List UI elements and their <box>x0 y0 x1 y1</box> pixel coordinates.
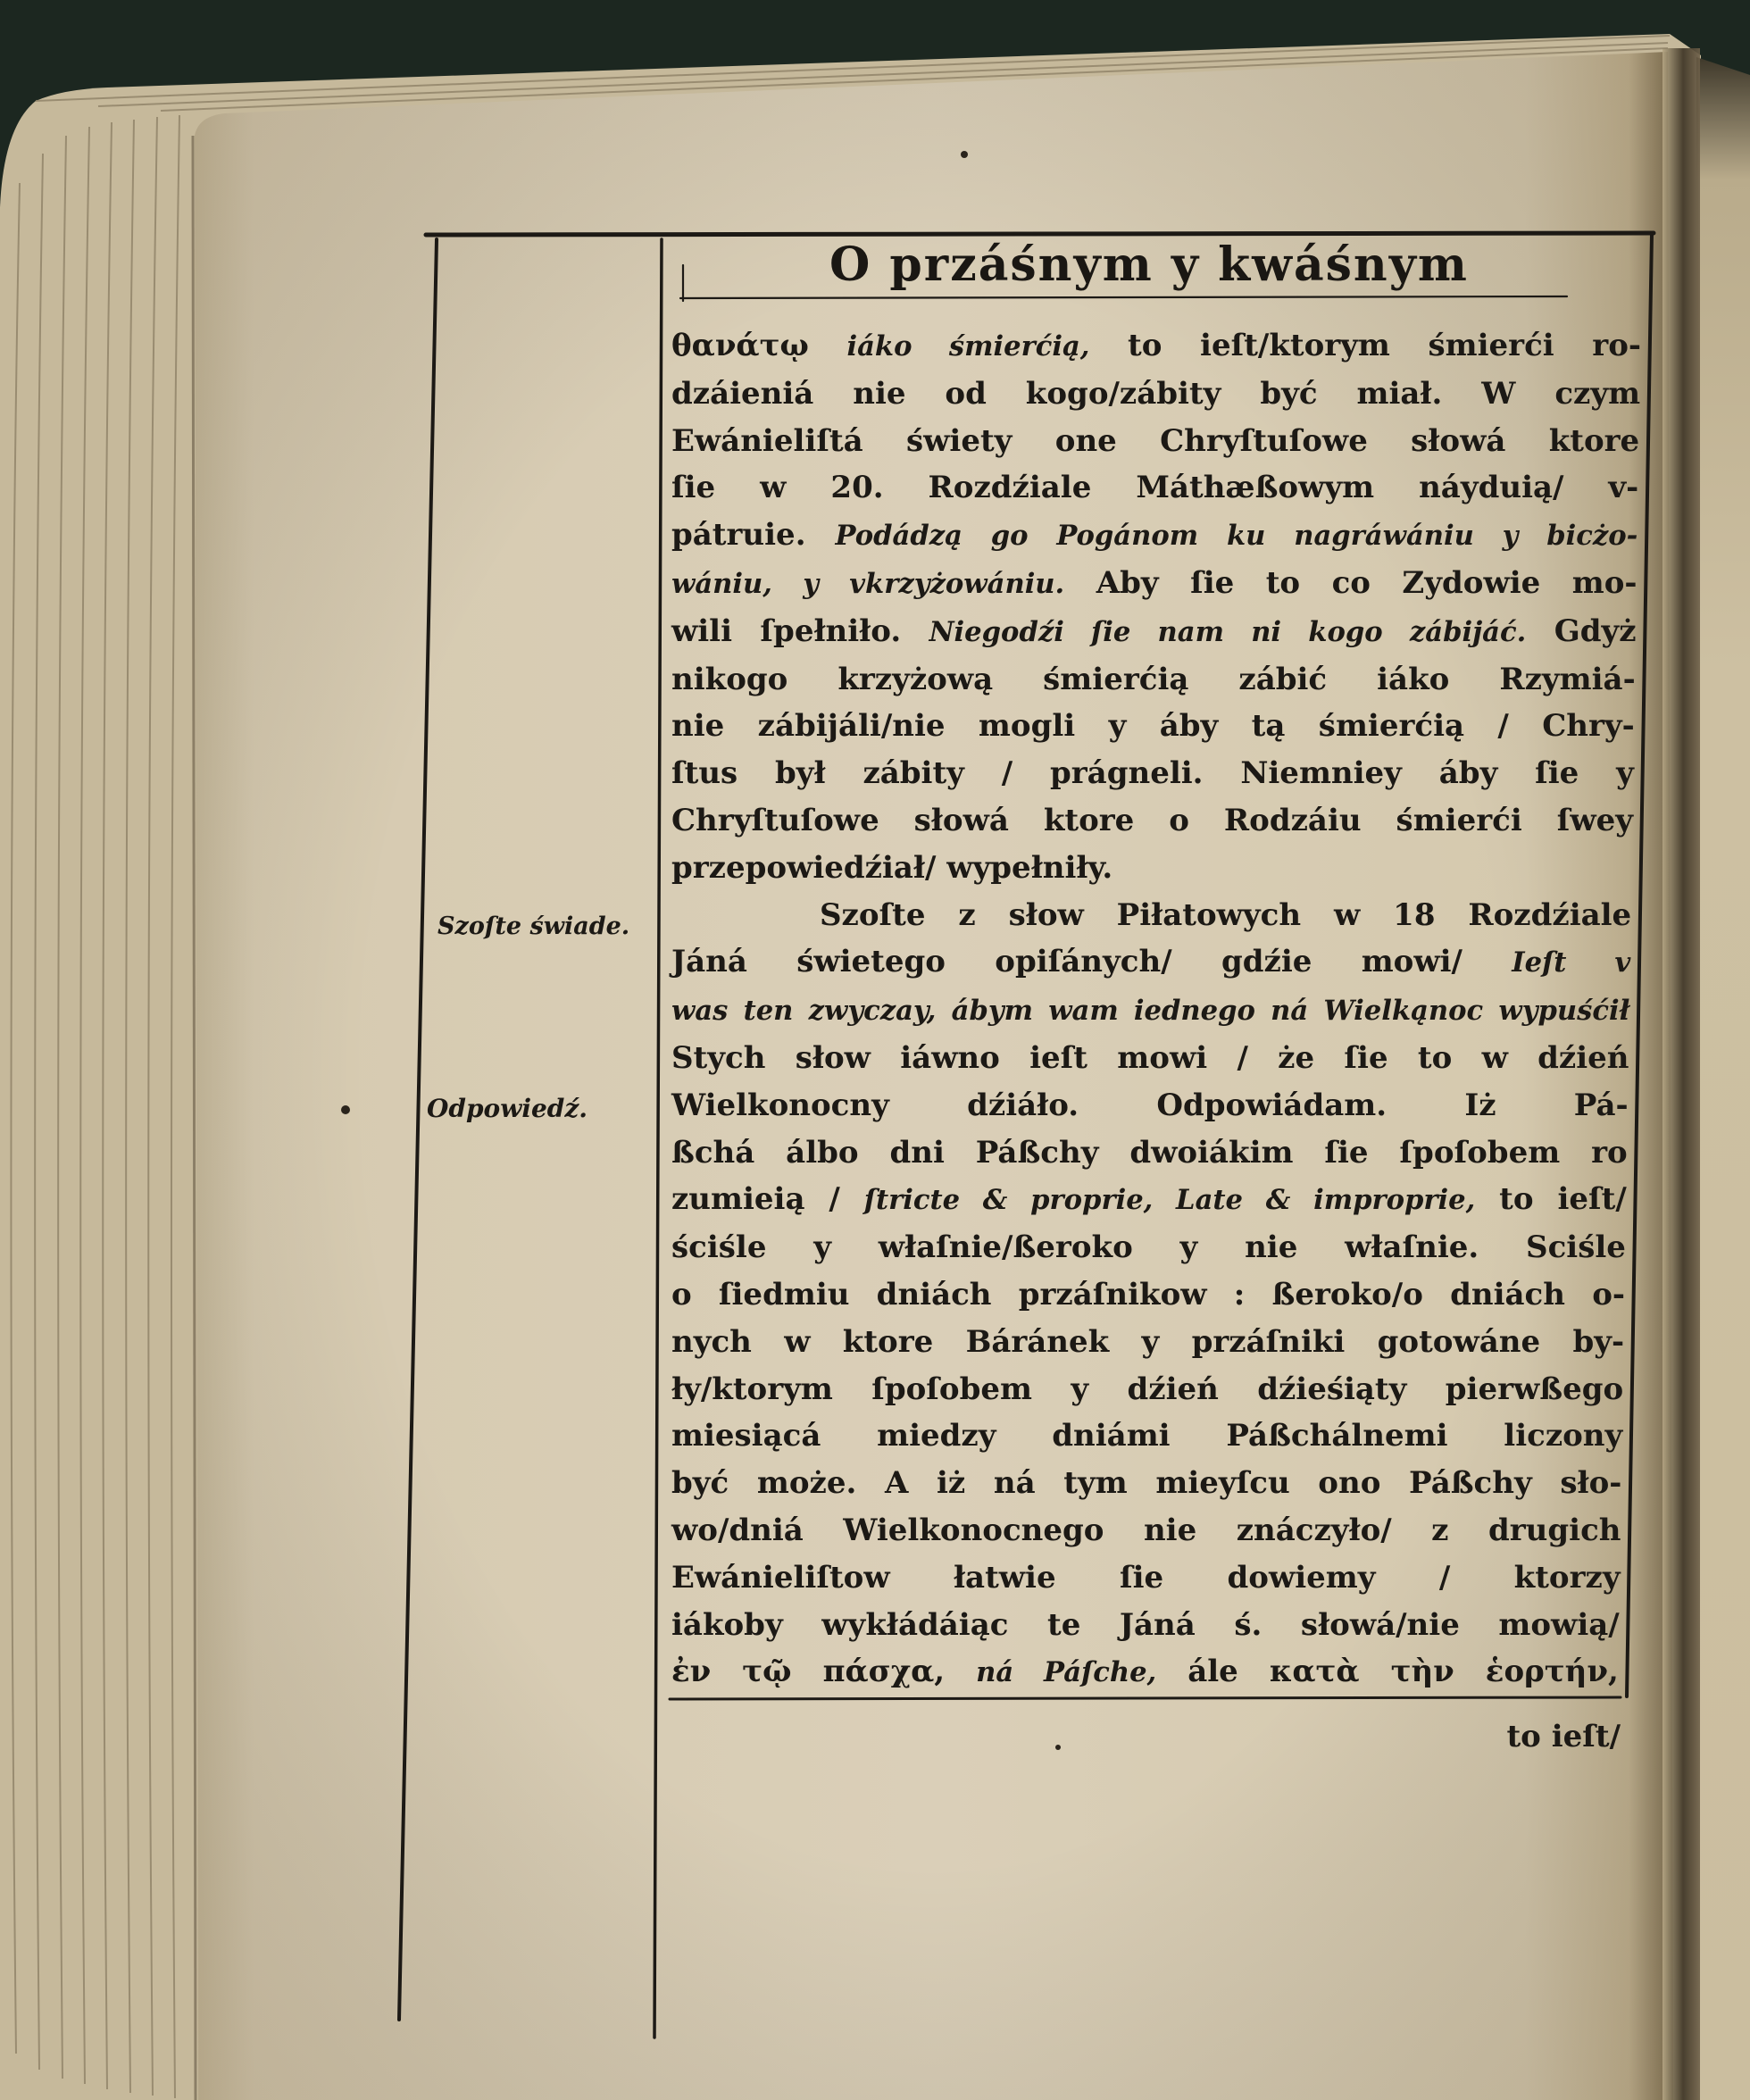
text-segment: ściśle y właſnie/ßeroko y nie właſnie. Sciśle <box>671 1229 1626 1266</box>
text-line <box>671 1602 1620 1649</box>
text-segment: ná Páſche, <box>976 1656 1157 1689</box>
text-line <box>671 512 1638 560</box>
text-segment: nych w ktore Báránek y przáſniki gotowáne by- <box>671 1323 1625 1360</box>
facing-page-edge <box>1696 57 1750 2100</box>
text-segment: Stych słow iáwno ieſt mowi / że ſie to w dźień <box>671 1039 1629 1076</box>
catchword: to ieſt/ <box>1506 1719 1621 1754</box>
text-line <box>671 418 1639 465</box>
text-line <box>671 1224 1626 1271</box>
text-segment: iákoby wykłádáiąc te Jáná ś. słowá/nie mowią/ <box>671 1606 1620 1643</box>
text-line <box>671 1366 1623 1413</box>
text-line <box>671 560 1638 608</box>
text-segment: nikogo krzyżową śmierćią zábić iáko Rzymiá- <box>671 661 1636 697</box>
text-segment: ſtus był zábity / prágneli. Niemniey áby ſie y <box>671 755 1634 792</box>
text-segment: Ewánieliſtow łatwie ſie dowiemy / ktorzy <box>671 1559 1621 1596</box>
text-segment: iáko śmierćią, <box>846 330 1090 362</box>
text-line <box>671 987 1629 1035</box>
text-segment: ále κατὰ τὴν ἑορτήν, <box>1156 1654 1619 1690</box>
text-segment: o ſiedmiu dniách przáſnikow : ßeroko/o dniách o- <box>671 1276 1625 1312</box>
text-line <box>671 1648 1619 1696</box>
text-line <box>671 464 1638 512</box>
text-line <box>671 656 1636 704</box>
text-segment: nie zábijáli/nie mogli y áby tą śmierćią / Chry- <box>671 708 1635 745</box>
text-line <box>671 750 1634 797</box>
text-segment: miesiącá miedzy dniámi Páßchálnemi liczony <box>671 1418 1623 1454</box>
text-segment: Wielkonocny dźiáło. Odpowiádam. Iż Pá- <box>671 1087 1629 1123</box>
text-segment: pátruie. <box>671 517 836 554</box>
text-line <box>671 703 1635 750</box>
margin-note-answer: Odpowiedź. <box>427 1094 588 1123</box>
main-text-block <box>671 322 1641 1696</box>
text-segment: Aby ſie to co Zydowie mo- <box>1064 564 1638 601</box>
text-segment: przepowiedźiał/ wypełniły. <box>671 849 1113 886</box>
text-segment: Szoſte z słow Piłatowych w 18 Rozdźiale <box>820 896 1632 933</box>
text-segment: ἐν τῷ πάσχα, <box>671 1654 977 1690</box>
text-line <box>671 1554 1621 1602</box>
text-segment: Gdyż <box>1526 612 1637 649</box>
text-line <box>671 1319 1624 1366</box>
top-rule <box>426 233 1654 235</box>
text-line <box>671 1412 1622 1460</box>
text-line <box>671 845 1632 892</box>
text-segment: zumieią / <box>671 1181 864 1218</box>
text-line <box>671 1129 1628 1177</box>
text-line <box>671 1176 1627 1224</box>
text-segment: Jáná świetego opiſánych/ gdźie mowi/ <box>671 944 1512 980</box>
text-line <box>671 892 1631 939</box>
text-segment: Ieſt v <box>1512 946 1631 979</box>
text-segment: to ieſt/ <box>1475 1181 1627 1218</box>
text-line <box>671 797 1633 845</box>
text-segment: Chryſtuſowe słowá ktore o Rodzáiu śmierći ſwey <box>671 802 1633 838</box>
text-line <box>671 371 1640 418</box>
text-segment: θανάτῳ <box>671 328 847 363</box>
binding-gutter <box>1662 48 1700 2100</box>
text-segment: wániu, y vkrzyżowániu. <box>671 567 1065 600</box>
text-line <box>671 1035 1629 1082</box>
text-line <box>671 938 1630 987</box>
text-line <box>671 1507 1621 1554</box>
text-line <box>671 1460 1621 1507</box>
text-segment: ſtricte & proprie, Late & improprie, <box>863 1184 1476 1217</box>
text-segment: ſie w 20. Rozdźiale Máthæßowym náyduią/ v- <box>671 470 1639 506</box>
bottom-rule <box>670 1697 1621 1699</box>
running-head: O przáśnym y kwáśnym <box>829 238 1469 292</box>
text-segment: ßchá álbo dni Páßchy dwoiákim ſie ſpoſobem ro <box>671 1134 1628 1171</box>
text-segment: Ewánieliſtá świety one Chryſtuſowe słowá ktore <box>671 422 1640 459</box>
text-segment: być może. A iż ná tym mieyſcu ono Páßchy sło- <box>671 1465 1622 1502</box>
text-line <box>671 1271 1625 1319</box>
text-segment: dzáieniá nie od kogo/zábity być miał. W czym <box>671 375 1641 412</box>
text-segment: Niegodźi ſie nam ni kogo zábijáć. <box>929 615 1527 648</box>
text-segment: to ieſt/ktorym śmierći ro- <box>1089 328 1642 363</box>
text-line <box>671 322 1641 371</box>
text-line <box>671 1082 1629 1129</box>
margin-note-sixth-witness: Szoſte świade. <box>438 912 630 940</box>
text-segment: ły/ktorym ſpoſobem y dźień dźieśiąty pierwßego <box>671 1371 1624 1407</box>
text-segment: wili ſpełniło. <box>671 612 929 649</box>
text-segment: wo/dniá Wielkonocnego nie znáczyło/ z drugich <box>671 1512 1621 1548</box>
text-line <box>671 608 1637 656</box>
text-segment: was ten zwyczay, ábym wam iednego ná Wielkąnoc wypuśćił <box>671 995 1630 1028</box>
text-segment: Podádzą go Pogánom ku nagráwániu y bicżo- <box>835 520 1638 553</box>
